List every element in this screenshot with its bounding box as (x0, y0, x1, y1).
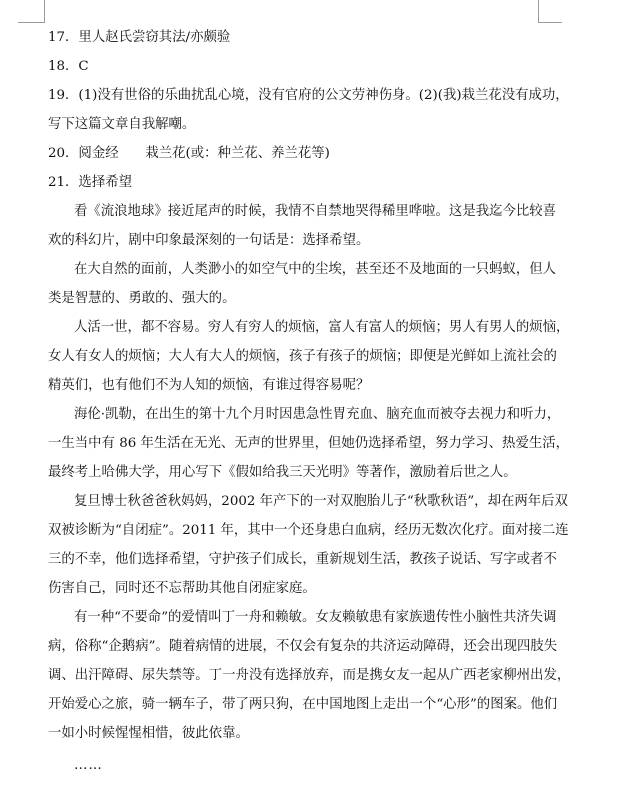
essay-ellipsis: …… (74, 758, 103, 773)
essay-p4-line-3: 最终考上哈佛大学，用心写下《假如给我三天光明》等著作，激励着后世之人。 (48, 465, 517, 480)
essay-p6-line-1: 有一种“不要命”的爱情叫丁一舟和赖敏。女友赖敏患有家族遗传性小脑性共济失调 (74, 610, 557, 625)
essay-p2-line-1: 在大自然的面前，人类渺小的如空气中的尘埃，甚至还不及地面的一只蚂蚁，但人 (74, 262, 557, 277)
answer-19-line-1: 19．(1)没有世俗的乐曲扰乱心境，没有官府的公文劳神伤身。(2)(我)栽兰花没有成功， (48, 88, 569, 103)
essay-p5-line-1: 复旦博士秋爸爸秋妈妈，2002 年产下的一对双胞胎儿子“秋歌秋语”，却在两年后双 (74, 494, 568, 509)
essay-p5-line-3: 三的不幸，他们选择希望，守护孩子们成长，重新规划生活，教孩子说话、写字或者不 (48, 552, 557, 567)
essay-p6-line-4: 开始爱心之旅，骑一辆车子，带了两只狗，在中国地图上走出一个“心形”的图案。他们 (48, 697, 558, 712)
answer-19-line-2: 写下这篇文章自我解嘲。 (48, 117, 196, 132)
essay-p6-line-2: 病，俗称“企鹅病”。随着病情的进展，不仅会有复杂的共济运动障碍，还会出现四肢失 (48, 639, 558, 654)
essay-p6-line-5: 一如小时候惺惺相惜，彼此依靠。 (48, 726, 249, 741)
essay-p1-line-1: 看《流浪地球》接近尾声的时候，我情不自禁地哭得稀里哗啦。这是我迄今比较喜 (74, 204, 557, 219)
essay-p1-line-2: 欢的科幻片，剧中印象最深刻的一句话是：选择希望。 (48, 233, 370, 248)
essay-p3-line-1: 人活一世，都不容易。穷人有穷人的烦恼，富人有富人的烦恼；男人有男人的烦恼， (74, 320, 570, 335)
answer-18: 18．C (48, 59, 89, 74)
essay-p3-line-3: 精英们，也有他们不为人知的烦恼，有谁过得容易呢？ (48, 378, 370, 393)
essay-p2-line-2: 类是智慧的、勇敢的、强大的。 (48, 291, 236, 306)
answer-17: 17．里人赵氏尝窃其法/亦颇验 (48, 30, 231, 45)
essay-p4-line-1: 海伦·凯勒，在出生的第十九个月时因患急性胃充血、脑充血而被夺去视力和听力， (74, 407, 561, 422)
essay-p3-line-2: 女人有女人的烦恼；大人有大人的烦恼，孩子有孩子的烦恼；即便是光鲜如上流社会的 (48, 349, 557, 364)
answer-20: 20．阅金经 栽兰花(或：种兰花、养兰花等) (48, 146, 330, 161)
answer-21-title: 21．选择希望 (48, 175, 132, 190)
essay-p5-line-2: 双被诊断为“自闭症”。2011 年，其中一个还身患白血病，经历无数次化疗。面对接二连 (48, 523, 569, 538)
essay-p5-line-4: 伤害自己，同时还不忘帮助其他自闭症家庭。 (48, 581, 316, 596)
essay-p6-line-3: 调、出汗障碍、尿失禁等。丁一舟没有选择放弃，而是携女友一起从广西老家柳州出发， (48, 668, 571, 683)
essay-p4-line-2: 一生当中有 86 年生活在无光、无声的世界里，但她仍选择希望，努力学习、热爱生活， (48, 436, 570, 451)
